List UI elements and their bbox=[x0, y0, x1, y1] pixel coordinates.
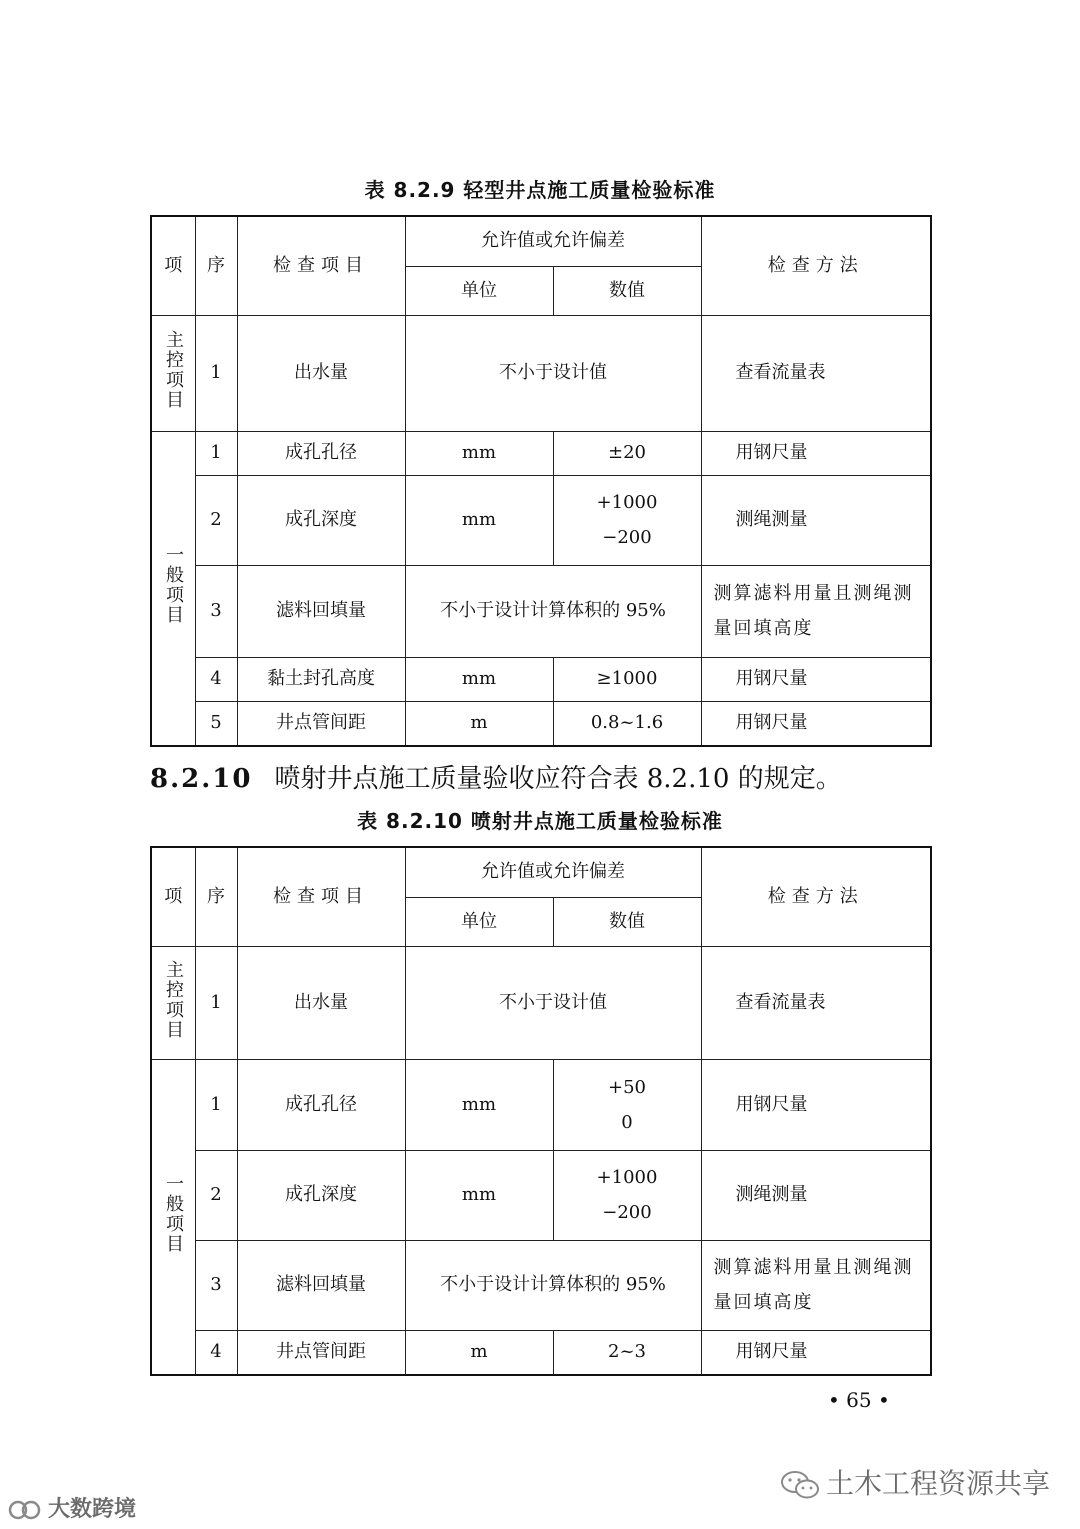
row-unit: mm bbox=[405, 657, 553, 701]
header-unit: 单位 bbox=[405, 266, 553, 315]
row-item: 滤料回填量 bbox=[237, 1240, 405, 1330]
header-item: 项 bbox=[151, 216, 195, 315]
wechat-icon bbox=[780, 1469, 820, 1501]
watermark-left bbox=[8, 1492, 136, 1523]
row-value bbox=[553, 1059, 701, 1150]
table-8-2-9 bbox=[150, 215, 932, 747]
table-row bbox=[151, 1059, 931, 1150]
row-item: 滤料回填量 bbox=[237, 565, 405, 657]
row-unit: mm bbox=[405, 1059, 553, 1150]
row-item: 成孔深度 bbox=[237, 475, 405, 565]
row-item: 成孔深度 bbox=[237, 1150, 405, 1240]
row-method: 用钢尺量 bbox=[701, 1330, 931, 1375]
row-method: 查看流量表 bbox=[701, 315, 931, 431]
table-row bbox=[151, 1330, 931, 1375]
row-unit: mm bbox=[405, 475, 553, 565]
header-unit: 单位 bbox=[405, 897, 553, 946]
table-row bbox=[151, 657, 931, 701]
value-lower: −200 bbox=[602, 1202, 652, 1223]
row-method: 用钢尺量 bbox=[701, 701, 931, 746]
row-item: 成孔孔径 bbox=[237, 1059, 405, 1150]
row-method: 用钢尺量 bbox=[701, 1059, 931, 1150]
row-seq: 5 bbox=[195, 701, 237, 746]
table-row bbox=[151, 475, 931, 565]
row-method: 用钢尺量 bbox=[701, 431, 931, 475]
group-main-control: 主控项目 bbox=[151, 946, 195, 1059]
row-unit: m bbox=[405, 1330, 553, 1375]
row-method: 查看流量表 bbox=[701, 946, 931, 1059]
row-method: 测算滤料用量且测绳测量回填高度 bbox=[701, 565, 931, 657]
row-item: 井点管间距 bbox=[237, 1330, 405, 1375]
clause-number: 8.2.10 bbox=[150, 764, 253, 794]
row-seq: 1 bbox=[195, 946, 237, 1059]
table-row bbox=[151, 701, 931, 746]
group-general: 一般项目 bbox=[151, 431, 195, 746]
table-8-2-9-caption: 表 8.2.9 轻型井点施工质量检验标准 bbox=[364, 178, 716, 202]
table-row bbox=[151, 315, 931, 431]
row-unit: mm bbox=[405, 431, 553, 475]
header-seq: 序 bbox=[195, 847, 237, 946]
row-seq: 1 bbox=[195, 431, 237, 475]
row-unit: mm bbox=[405, 1150, 553, 1240]
row-unit: m bbox=[405, 701, 553, 746]
watermark-right-text: 土木工程资源共享 bbox=[826, 1467, 1051, 1500]
row-seq: 3 bbox=[195, 1240, 237, 1330]
header-method: 检查方法 bbox=[701, 216, 931, 315]
table-8-2-10 bbox=[150, 846, 932, 1376]
row-item: 井点管间距 bbox=[237, 701, 405, 746]
row-merged-value: 不小于设计值 bbox=[405, 315, 701, 431]
row-value: ±20 bbox=[553, 431, 701, 475]
header-method: 检查方法 bbox=[701, 847, 931, 946]
header-check-item: 检查项目 bbox=[237, 216, 405, 315]
row-seq: 1 bbox=[195, 1059, 237, 1150]
row-method: 测算滤料用量且测绳测量回填高度 bbox=[701, 1240, 931, 1330]
row-item: 黏土封孔高度 bbox=[237, 657, 405, 701]
table-row bbox=[151, 431, 931, 475]
table-row bbox=[151, 946, 931, 1059]
group-general: 一般项目 bbox=[151, 1059, 195, 1375]
clause-text: 喷射井点施工质量验收应符合表 8.2.10 的规定。 bbox=[274, 764, 842, 794]
header-value: 数值 bbox=[553, 897, 701, 946]
clause-8-2-10 bbox=[150, 758, 842, 795]
row-seq: 1 bbox=[195, 315, 237, 431]
watermark-right bbox=[780, 1462, 1050, 1502]
header-item: 项 bbox=[151, 847, 195, 946]
header-check-item: 检查项目 bbox=[237, 847, 405, 946]
header-allowance: 允许值或允许偏差 bbox=[405, 847, 701, 897]
row-seq: 3 bbox=[195, 565, 237, 657]
row-seq: 2 bbox=[195, 475, 237, 565]
row-value bbox=[553, 475, 701, 565]
row-merged-value: 不小于设计计算体积的 95% bbox=[405, 565, 701, 657]
row-value: ≥1000 bbox=[553, 657, 701, 701]
row-item: 出水量 bbox=[237, 946, 405, 1059]
value-upper: +1000 bbox=[596, 492, 658, 513]
watermark-left-text: 大数跨境 bbox=[48, 1497, 137, 1522]
row-value: 0.8~1.6 bbox=[553, 701, 701, 746]
row-seq: 2 bbox=[195, 1150, 237, 1240]
row-value: 2~3 bbox=[553, 1330, 701, 1375]
row-merged-value: 不小于设计值 bbox=[405, 946, 701, 1059]
group-main-control: 主控项目 bbox=[151, 315, 195, 431]
table-8-2-10-caption: 表 8.2.10 喷射井点施工质量检验标准 bbox=[357, 809, 723, 833]
value-lower: −200 bbox=[602, 527, 652, 548]
row-seq: 4 bbox=[195, 1330, 237, 1375]
table-row bbox=[151, 1240, 931, 1330]
page-number: • 65 • bbox=[828, 1388, 890, 1412]
row-merged-value: 不小于设计计算体积的 95% bbox=[405, 1240, 701, 1330]
row-item: 出水量 bbox=[237, 315, 405, 431]
value-lower: 0 bbox=[621, 1111, 633, 1133]
row-value bbox=[553, 1150, 701, 1240]
row-method: 测绳测量 bbox=[701, 1150, 931, 1240]
header-allowance: 允许值或允许偏差 bbox=[405, 216, 701, 266]
row-method: 测绳测量 bbox=[701, 475, 931, 565]
value-upper: +50 bbox=[608, 1076, 646, 1098]
row-item: 成孔孔径 bbox=[237, 431, 405, 475]
row-method: 用钢尺量 bbox=[701, 657, 931, 701]
header-value: 数值 bbox=[553, 266, 701, 315]
table-row bbox=[151, 565, 931, 657]
table-row bbox=[151, 1150, 931, 1240]
value-upper: +1000 bbox=[596, 1167, 658, 1188]
header-seq: 序 bbox=[195, 216, 237, 315]
row-seq: 4 bbox=[195, 657, 237, 701]
logo-icon bbox=[8, 1498, 42, 1522]
